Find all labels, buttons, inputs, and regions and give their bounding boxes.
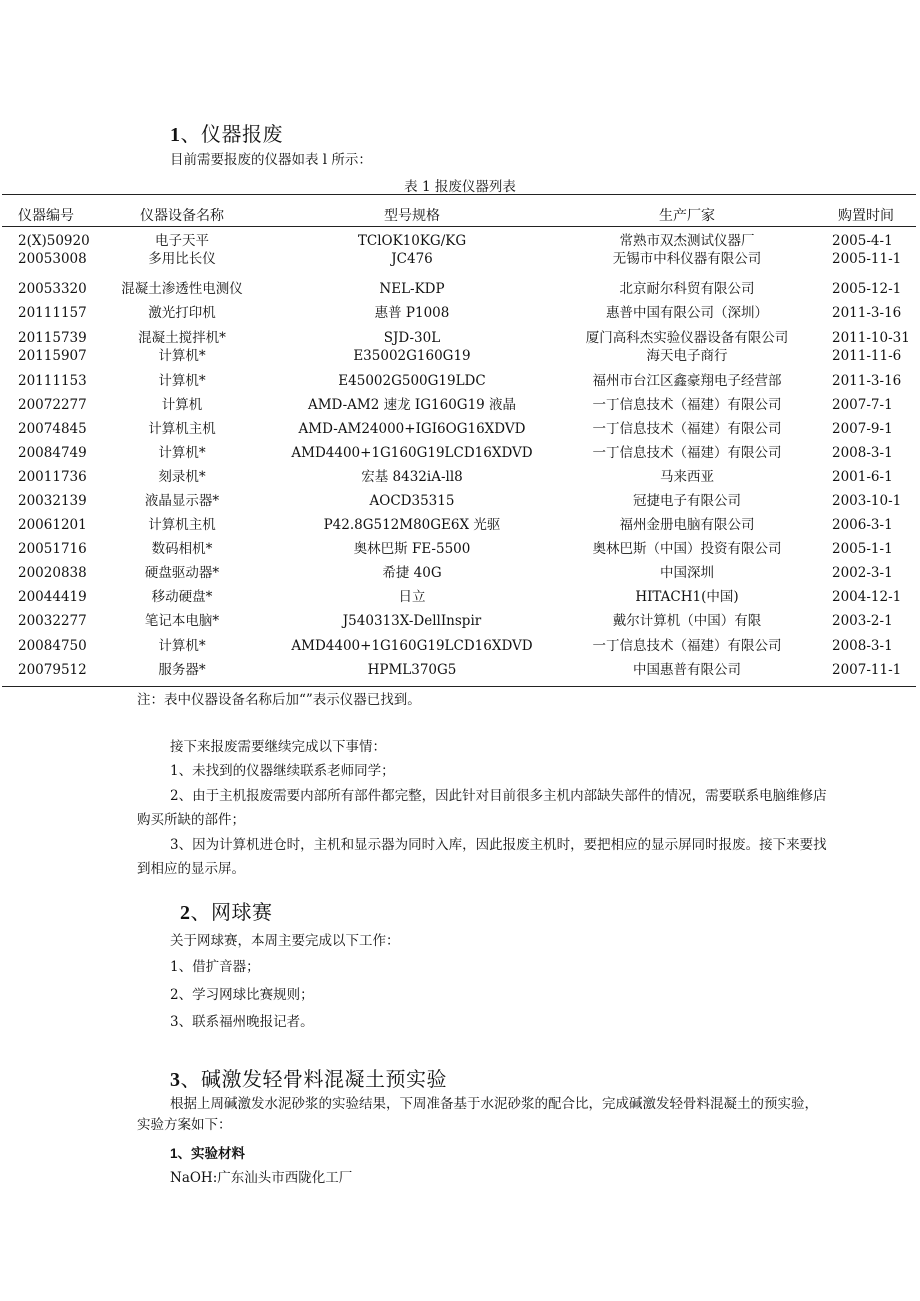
table-row [2,467,916,487]
cell-date: 2005-12-1 [832,281,902,297]
cell-model: HPML370G5 [367,662,457,678]
cell-date: 2001-6-1 [832,469,893,485]
cell-id: 20032277 [18,613,87,629]
cell-name: 计算机* [158,445,206,461]
cell-id: 20051716 [18,541,87,557]
cell-name: 笔记本电脑* [144,613,220,629]
cell-model: 宏基 8432iA-ll8 [361,469,463,485]
cell-name: 计算机* [158,638,206,654]
cell-model: TClOK10KG/KG [357,233,467,249]
cell-maker: 戴尔计算机（中国）有限 [612,613,762,629]
table-row [2,611,916,631]
cell-id: 20115907 [18,348,87,364]
followup-item-3-line-2: 到相应的显示屏。 [137,861,245,877]
cell-name: 计算机主机 [148,517,216,533]
cell-id: 20053320 [18,281,87,297]
section-2-heading [180,896,273,925]
cell-id: 20115739 [18,330,87,346]
section-2-item-3: 3、联系福州晚报记者。 [170,1014,314,1030]
cell-maker: 惠普中国有限公司（深圳） [606,305,768,321]
cell-name: 多用比长仪 [148,251,216,267]
cell-name: 计算机 [161,397,203,413]
cell-date: 2011-10-31 [832,330,910,346]
section-3-heading [170,1063,447,1092]
table-row [2,515,916,535]
cell-date: 2006-3-1 [832,517,893,533]
section-2-intro: 关于网球赛，本周主要完成以下工作： [170,933,400,949]
table-row [2,395,916,415]
cell-maker: HITACH1(中国) [635,589,739,605]
cell-date: 2003-2-1 [832,613,893,629]
section-2-number: 2 [180,902,191,924]
cell-date: 2005-4-1 [832,233,893,249]
table-row [2,346,916,366]
cell-id: 20084750 [18,638,87,654]
cell-maker: 无锡市中科仪器有限公司 [612,251,762,267]
cell-maker: 福州金册电脑有限公司 [619,517,755,533]
cell-date: 2003-10-1 [832,493,902,509]
table-row [2,636,916,656]
header-name: 仪器设备名称 [140,208,224,224]
cell-name: 液晶显示器* [144,493,220,509]
table-row [2,279,916,299]
cell-id: 20072277 [18,397,87,413]
cell-id: 20079512 [18,662,87,678]
section-2-title: 、网球赛 [190,900,273,924]
table-row [2,419,916,439]
followup-item-2-line-2: 购买所缺的部件； [137,812,245,828]
cell-model: AMD-AM2 速龙 IG160G19 液晶 [307,397,517,413]
cell-model: 奥林巴斯 FE-5500 [353,541,471,557]
table-note: 注：表中仪器设备名称后加“”表示仪器已找到。 [137,692,421,708]
table-row [2,563,916,583]
cell-maker: 厦门高科杰实验仪器设备有限公司 [585,330,789,346]
table-row [2,328,916,348]
cell-id: 20011736 [18,469,87,485]
cell-id: 20111153 [18,373,87,389]
header-maker: 生产厂家 [659,208,715,224]
cell-date: 2011-3-16 [832,305,902,321]
followup-item-3-line-1: 3、因为计算机进仓时，主机和显示器为同时入库，因此报废主机时，要把相应的显示屏同时报废。接下来要找 [170,837,827,853]
cell-maker: 中国惠普有限公司 [633,662,741,678]
followup-intro: 接下来报废需要继续完成以下事情： [170,739,386,755]
cell-maker: 中国深圳 [660,565,714,581]
followup-item-2-line-1: 2、由于主机报废需要内部所有部件都完整，因此针对目前很多主机内部缺失部件的情况，需要联系电脑维修店 [170,788,827,804]
section-3-para-line-2: 实验方案如下： [137,1117,232,1133]
cell-model: 惠普 P1008 [374,305,450,321]
cell-name: 刻录机* [158,469,206,485]
section-1-title: 、仪器报废 [180,122,283,146]
cell-model: E35002G160G19 [353,348,471,364]
header-model: 型号规格 [384,208,440,224]
cell-date: 2008-3-1 [832,638,893,654]
cell-name: 激光打印机 [148,305,216,321]
cell-name: 数码相机* [151,541,213,557]
header-date: 购置时间 [838,208,894,224]
cell-maker: 福州市台江区鑫豪翔电子经营部 [592,373,782,389]
cell-id: 20061201 [18,517,87,533]
header-id: 仪器编号 [18,208,74,224]
cell-name: 移动硬盘* [151,589,213,605]
cell-maker: 一丁信息技术（福建）有限公司 [592,445,782,461]
table-top-rule [2,194,916,195]
cell-name: 混凝土渗透性电测仪 [121,281,243,297]
cell-date: 2011-3-16 [832,373,902,389]
section-3-title: 、碱激发轻骨料混凝土预实验 [180,1067,447,1091]
cell-maker: 一丁信息技术（福建）有限公司 [592,397,782,413]
cell-maker: 海天电子商行 [646,348,728,364]
section-3-para-line-1: 根据上周碱激发水泥砂浆的实验结果，下周准备基于水泥砂浆的配合比，完成碱激发轻骨料混凝土的预实验， [170,1096,818,1112]
table-row [2,371,916,391]
table-row [2,539,916,559]
cell-maker: 常熟市双杰测试仪器厂 [619,233,755,249]
cell-date: 2007-7-1 [832,397,893,413]
cell-maker: 奥林巴斯（中国）投资有限公司 [592,541,782,557]
section-3-subheading: 1、实验材料 [170,1146,246,1161]
table-row [2,587,916,607]
cell-name: 硬盘驱动器* [144,565,220,581]
section-1-intro: 目前需要报废的仪器如表 l 所示： [170,152,372,168]
cell-name: 混凝土搅拌机* [138,330,226,346]
cell-name: 电子天平 [155,233,209,249]
cell-model: SJD-30L [383,330,441,346]
cell-id: 20053008 [18,251,87,267]
table-row [2,443,916,463]
table-row [2,491,916,511]
cell-name: 服务器* [158,662,206,678]
cell-id: 20084749 [18,445,87,461]
cell-date: 2005-1-1 [832,541,893,557]
cell-maker: 马来西亚 [660,469,714,485]
cell-date: 2008-3-1 [832,445,893,461]
section-2-item-1: 1、借扩音器； [170,959,260,975]
table-row [2,249,916,269]
cell-model: E45002G500G19LDC [338,373,486,389]
cell-model: NEL-KDP [379,281,445,297]
cell-model: AMD4400+1G160G19LCD16XDVD [291,445,533,461]
cell-name: 计算机主机 [148,421,216,437]
cell-maker: 一丁信息技术（福建）有限公司 [592,638,782,654]
table-row [2,303,916,323]
section-3-number: 3 [170,1069,181,1091]
cell-date: 2002-3-1 [832,565,893,581]
cell-model: AOCD35315 [369,493,455,509]
cell-name: 计算机* [158,373,206,389]
cell-id: 20111157 [18,305,87,321]
section-1-heading [170,118,283,147]
table-header-rule [2,226,916,227]
cell-model: 希捷 40G [382,565,442,581]
cell-maker: 一丁信息技术（福建）有限公司 [592,421,782,437]
table-header-row [2,205,916,225]
followup-item-1: 1、未找到的仪器继续联系老师同学； [170,763,395,779]
cell-model: AMD4400+1G160G19LCD16XDVD [291,638,533,654]
cell-model: AMD-AM24000+IGI6OG16XDVD [298,421,526,437]
cell-maker: 北京耐尔科贸有限公司 [619,281,755,297]
cell-id: 20020838 [18,565,87,581]
cell-date: 2011-11-6 [832,348,902,364]
cell-model: P42.8G512M80GE6X 光驱 [323,517,501,533]
cell-model: JC476 [391,251,433,267]
table-row [2,231,916,251]
cell-model: 日立 [398,589,426,605]
cell-date: 2004-12-1 [832,589,902,605]
cell-maker: 冠捷电子有限公司 [633,493,741,509]
cell-model: J540313X-DellInspir [342,613,482,629]
section-1-number: 1 [170,124,181,146]
cell-id: 20074845 [18,421,87,437]
cell-date: 2007-11-1 [832,662,902,678]
table-caption: 表 1 报废仪器列表 [404,179,516,195]
cell-date: 2005-11-1 [832,251,902,267]
section-2-item-2: 2、学习网球比赛规则； [170,987,314,1003]
cell-name: 计算机* [158,348,206,364]
table-row [2,660,916,680]
section-3-material: NaOH:广东汕头市西陇化工厂 [170,1170,353,1186]
cell-id: 2(X)50920 [18,233,90,249]
cell-date: 2007-9-1 [832,421,893,437]
cell-id: 20032139 [18,493,87,509]
cell-id: 20044419 [18,589,87,605]
table-bottom-rule [2,686,916,687]
